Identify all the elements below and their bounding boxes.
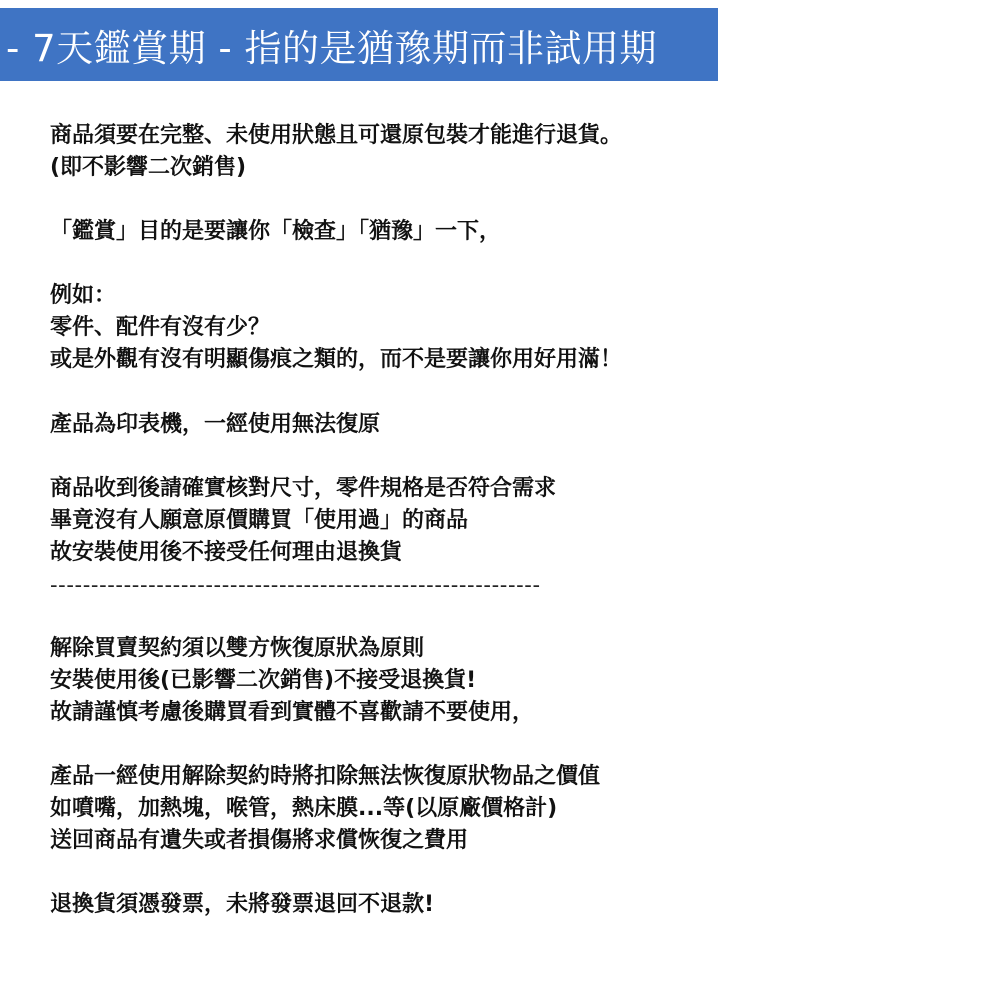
- paragraph-condition: [50, 120, 950, 184]
- text-line: 零件、配件有沒有少？: [50, 315, 271, 340]
- text-line: 送回商品有遺失或者損傷將求償恢復之費用: [50, 828, 469, 853]
- text-line: 產品一經使用解除契約時將扣除無法恢復原狀物品之價值: [50, 764, 601, 789]
- paragraph-contract: [50, 633, 950, 729]
- text-line: 產品為印表機，一經使用無法復原: [50, 412, 381, 437]
- text-line: 安裝使用後(已影響二次銷售)不接受退換貨!: [50, 668, 477, 693]
- text-line: 如噴嘴，加熱塊，喉管，熱床膜...等(以原廠價格計): [50, 796, 558, 821]
- text-line: 或是外觀有沒有明顯傷痕之類的，而不是要讓你用好用滿！: [50, 347, 623, 372]
- text-line: (即不影響二次銷售): [50, 155, 247, 180]
- text-line: 故請謹慎考慮後購買看到實體不喜歡請不要使用，: [50, 700, 535, 725]
- title-banner: [0, 8, 718, 81]
- banner-title: - 7天鑑賞期 - 指的是猶豫期而非試用期: [6, 26, 658, 70]
- policy-text: [50, 120, 950, 921]
- paragraph-purpose: [50, 216, 950, 248]
- text-line: 商品收到後請確實核對尺寸，零件規格是否符合需求: [50, 476, 557, 501]
- text-line: 例如：: [50, 283, 117, 308]
- text-line: 畢竟沒有人願意原價購買「使用過」的商品: [50, 508, 469, 533]
- paragraph-invoice: [50, 889, 950, 921]
- paragraph-product: [50, 409, 950, 441]
- dashed-divider: ------------------------------------------------------------: [50, 573, 541, 597]
- paragraph-deduction: [50, 761, 950, 857]
- text-line: 退換貨須憑發票，未將發票退回不退款!: [50, 892, 435, 917]
- text-line: 商品須要在完整、未使用狀態且可還原包裝才能進行退貨。: [50, 123, 623, 148]
- text-line: 解除買賣契約須以雙方恢復原狀為原則: [50, 636, 425, 661]
- text-line: 「鑑賞」目的是要讓你「檢查」「猶豫」一下，: [50, 219, 502, 244]
- paragraph-check: [50, 473, 950, 569]
- paragraph-example: [50, 280, 950, 376]
- text-line: 故安裝使用後不接受任何理由退換貨: [50, 540, 403, 565]
